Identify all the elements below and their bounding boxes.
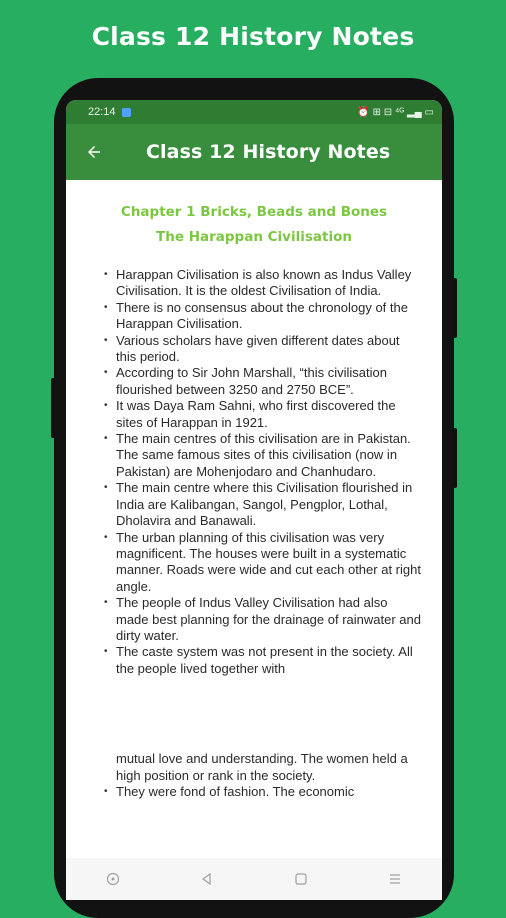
notes-list [66,267,442,677]
chapter-subtitle: The Harappan Civilisation [156,229,352,245]
phone-side-button-left [51,378,55,438]
list-item: • According to Sir John Marshall, “this civilisation flourished between 3250 and 2750 BCE”. [116,365,422,398]
arrow-back-icon [85,143,103,161]
back-nav-icon [200,872,214,886]
phone-side-button-right-bottom [453,428,457,488]
back-nav-button[interactable] [187,864,227,894]
home-nav-icon [294,872,308,886]
chapter-title: Chapter 1 Bricks, Beads and Bones [120,204,388,220]
list-item: • It was Daya Ram Sahni, who first discovered the sites of Harappan in 1921. [116,398,422,431]
recents-nav-icon [388,872,402,886]
list-item: • The caste system was not present in the society. All the people lived together with [116,644,422,677]
phone-screen [66,100,442,900]
continued-notes-list [66,784,442,800]
phone-side-button-right-top [453,278,457,338]
list-item: • The main centres of this civilisation are in Pakistan. The same famous sites of this civilisation (now in Pakistan) are Mohenjodaro and Chanhudaro. [116,431,422,480]
promo-title: Class 12 History Notes [91,22,415,51]
app-bar-title: Class 12 History Notes [146,141,391,163]
navigation-bar [66,858,442,900]
home-nav-button[interactable] [281,864,321,894]
app-bar [66,124,442,180]
accessibility-icon [106,872,120,886]
notification-icon [122,108,131,117]
status-time: 22:14 [88,106,116,118]
list-item: • There is no consensus about the chronology of the Harappan Civilisation. [116,300,422,333]
accessibility-button[interactable] [93,864,133,894]
notes-content[interactable] [66,204,442,800]
list-item: • Various scholars have given different dates about this period. [116,333,422,366]
list-item: • The main centre where this Civilisation flourished in India are Kalibangan, Sangol, Pengplor, Lothal, Dholavira and Banawali. [116,480,422,529]
continued-text: mutual love and understanding. The women held a high position or rank in the society. [116,751,408,783]
recents-nav-button[interactable] [375,864,415,894]
phone-frame [54,78,454,918]
page-gap [66,677,442,751]
back-button[interactable] [66,124,122,180]
status-bar [66,100,442,124]
status-icons: ⏰ ⊞ ⊟ ⁴ᴳ ▂▄ ▭ [357,106,434,118]
list-item: • Harappan Civilisation is also known as Indus Valley Civilisation. It is the oldest Civilisation of India. [116,267,422,300]
list-item: • The people of Indus Valley Civilisation had also made best planning for the drainage of rainwater and dirty water. [116,595,422,644]
list-item: • They were fond of fashion. The economic [116,784,422,800]
list-item: • The urban planning of this civilisation was very magnificent. The houses were built in a systematic manner. Roads were wide and cut each other at right angle. [116,530,422,596]
